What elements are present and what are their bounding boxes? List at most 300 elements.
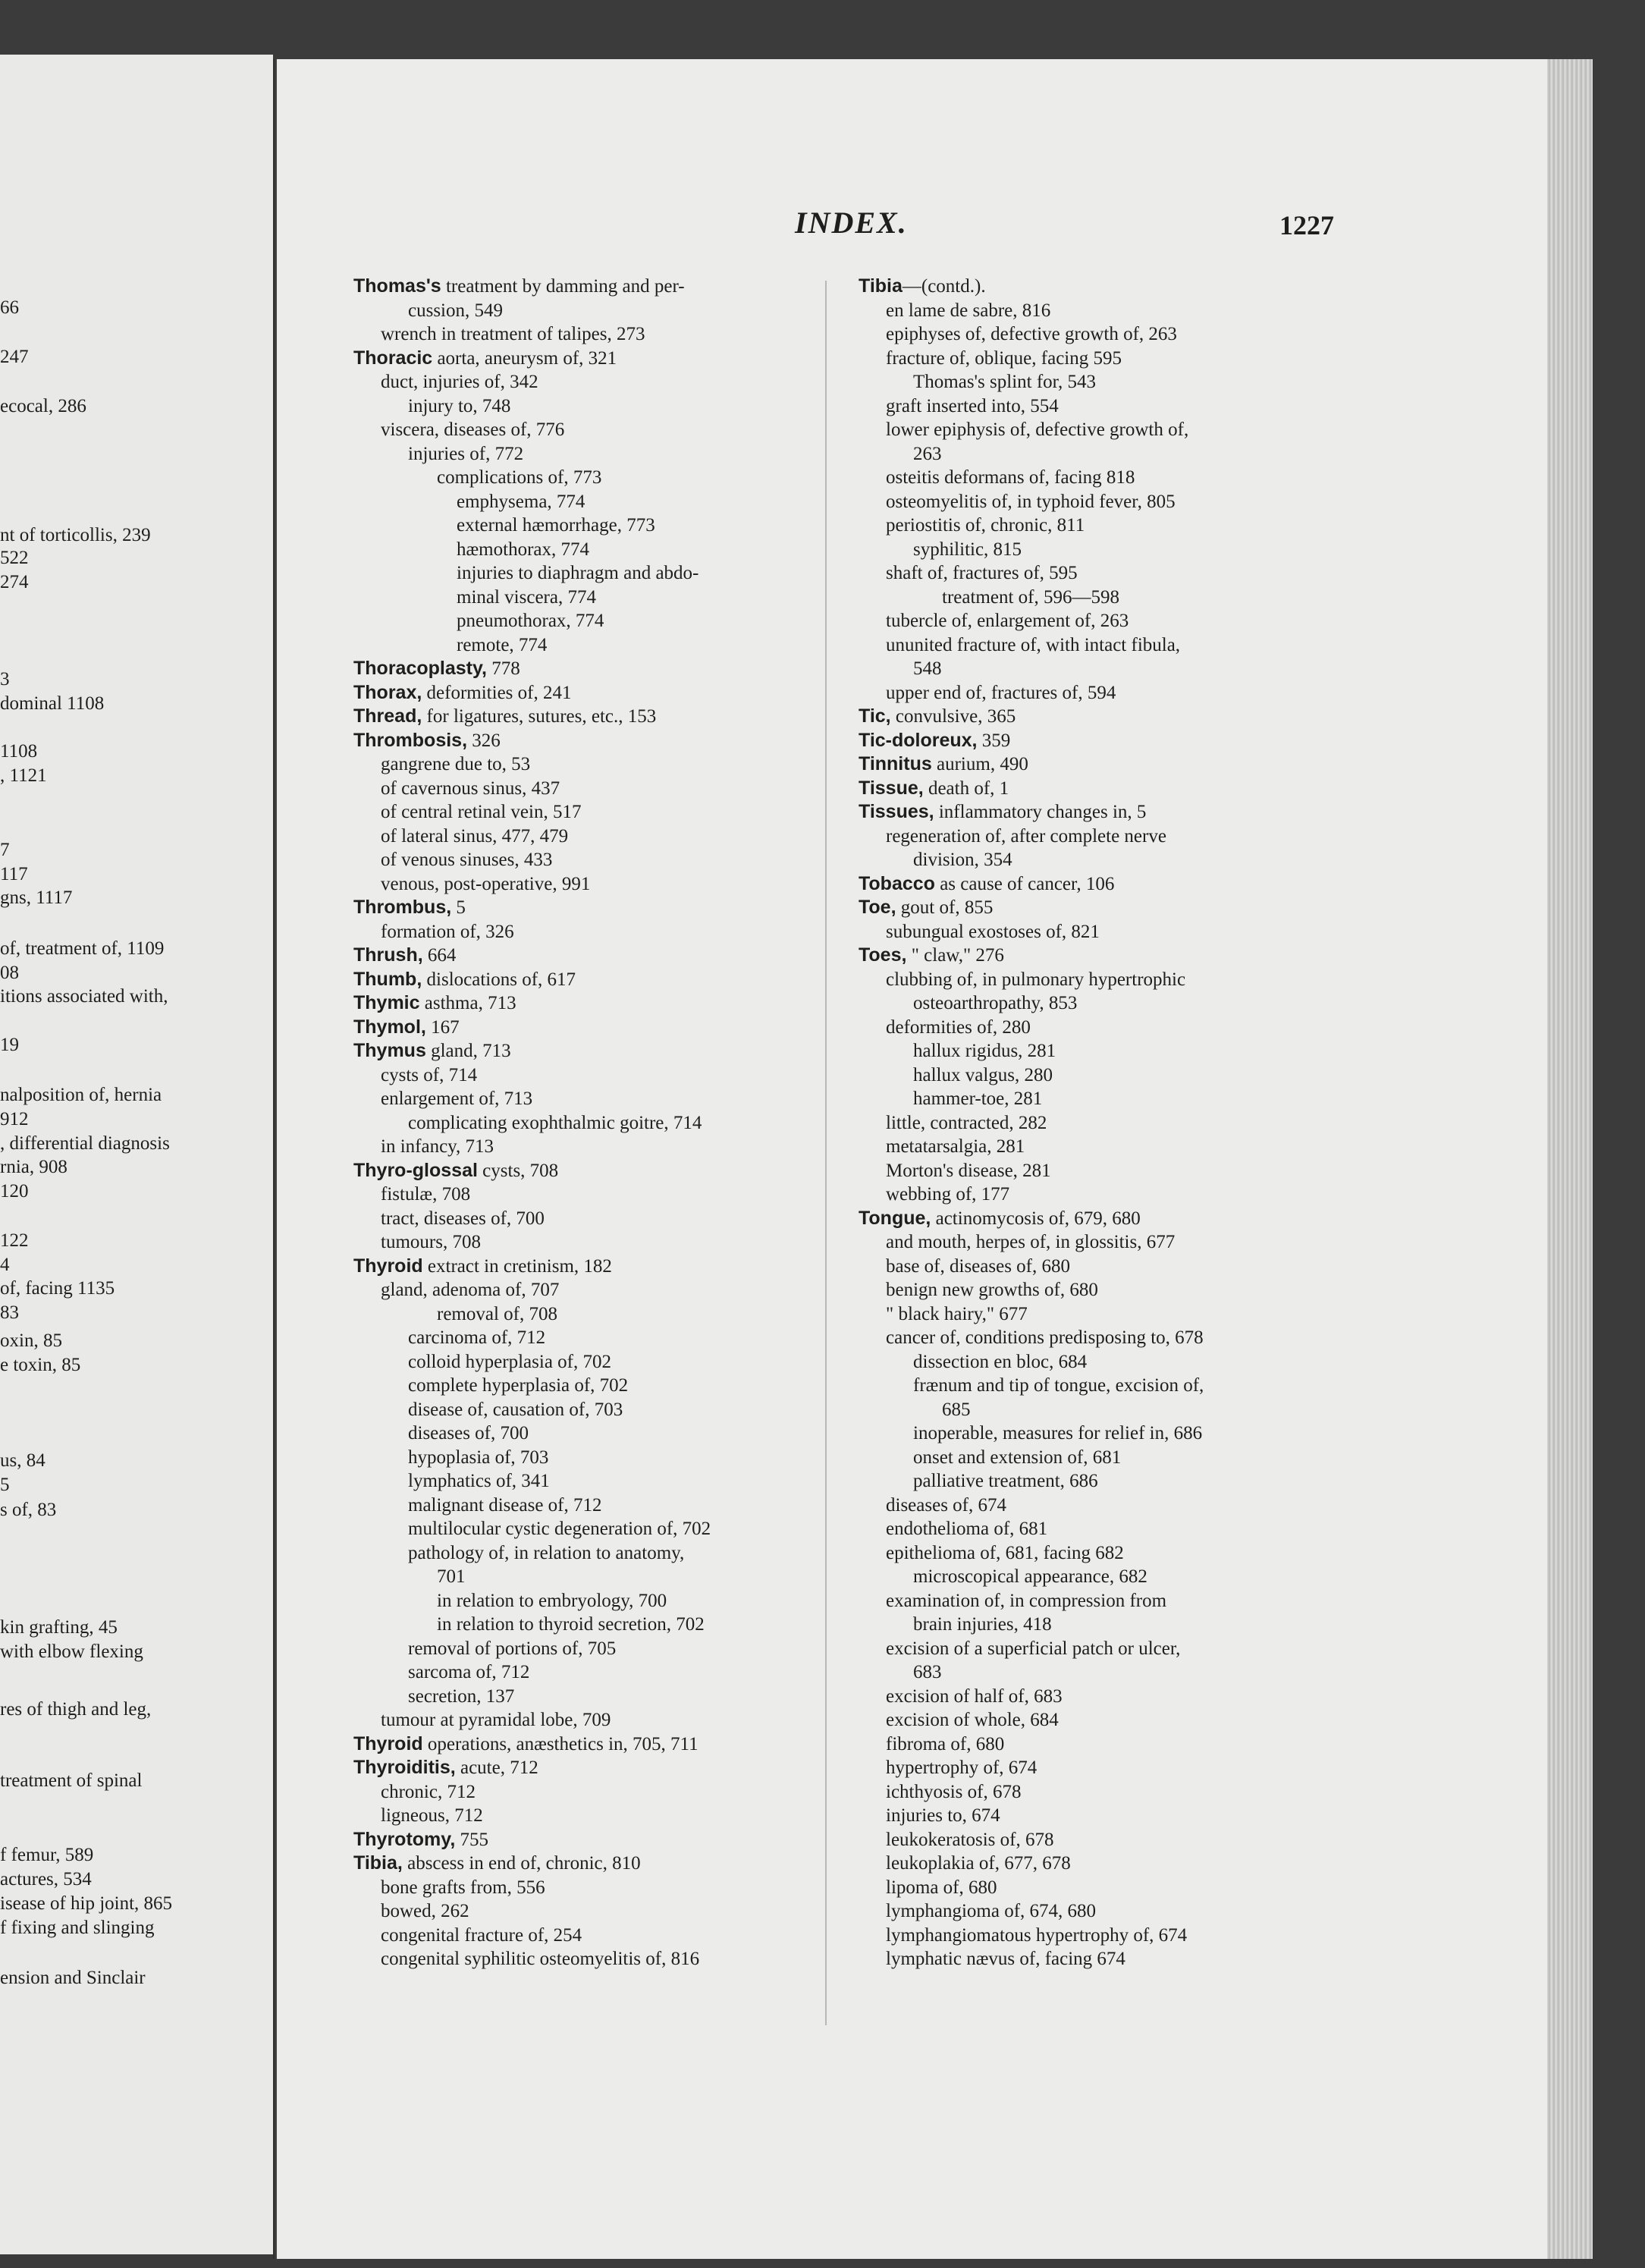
index-subentry: [859, 347, 1336, 371]
previous-page-line: oxin, 85: [0, 1330, 62, 1351]
index-entry-text: of lateral sinus, 477, 479: [381, 825, 569, 847]
index-entry-text: 755: [455, 1829, 489, 1850]
index-subentry: [353, 299, 824, 323]
previous-page-line: 5: [0, 1475, 10, 1495]
previous-page-line: 274: [0, 572, 29, 592]
index-headword: Thread,: [353, 705, 422, 727]
index-entry-text: aorta, aneurysm of, 321: [432, 347, 617, 369]
previous-page-line: 19: [0, 1035, 19, 1055]
index-subentry: [859, 561, 1336, 586]
index-subentry: [859, 1876, 1336, 1900]
index-subentry: [353, 1326, 824, 1350]
index-entry-text: leukokeratosis of, 678: [886, 1829, 1054, 1850]
index-subentry: [353, 1087, 824, 1111]
index-subentry: [859, 1087, 1336, 1111]
index-entry-text: subungual exostoses of, 821: [886, 921, 1100, 942]
index-entry-text: Morton's disease, 281: [886, 1160, 1051, 1181]
index-entry-text: deformities of, 241: [422, 682, 572, 703]
index-heading-entry: [859, 705, 1336, 729]
index-subentry: [859, 1135, 1336, 1159]
index-headword: Thrombosis,: [353, 729, 468, 751]
index-subentry: [353, 586, 824, 610]
index-subentry: [353, 538, 824, 562]
index-entry-text: 664: [422, 945, 457, 966]
index-entry-text: gangrene due to, 53: [381, 754, 531, 774]
index-headword: Thoracic: [353, 347, 433, 369]
index-entry-text: external hæmorrhage, 773: [457, 515, 655, 536]
index-headword: Thymus: [353, 1040, 426, 1061]
index-entry-text: as cause of cancer, 106: [934, 873, 1115, 894]
index-entry-text: 778: [486, 658, 520, 679]
index-entry-text: tumours, 708: [381, 1232, 481, 1252]
index-entry-text: ununited fracture of, with intact fibula,: [886, 634, 1181, 655]
index-entry-text: treatment of, 596—598: [942, 586, 1119, 608]
index-entry-text: asthma, 713: [419, 993, 516, 1013]
index-entry-text: convulsive, 365: [890, 706, 1016, 727]
index-entry-text: disease of, causation of, 703: [408, 1399, 623, 1420]
index-subentry: [859, 1613, 1336, 1637]
page-number: 1227: [1279, 210, 1334, 240]
index-entry-text: remote, 774: [457, 634, 548, 655]
index-subentry: [859, 1756, 1336, 1780]
previous-page-line: 4: [0, 1255, 10, 1275]
index-entry-text: in relation to embryology, 700: [437, 1590, 667, 1611]
index-subentry: [859, 1469, 1336, 1494]
previous-page-line: e toxin, 85: [0, 1355, 81, 1375]
index-entry-text: duct, injuries of, 342: [381, 372, 538, 392]
index-entry-text: hammer-toe, 281: [913, 1088, 1043, 1109]
index-entry-text: acute, 712: [455, 1758, 538, 1778]
previous-page-line: nalposition of, hernia: [0, 1085, 162, 1105]
index-headword: Thyro-glossal: [353, 1159, 478, 1181]
index-entry-text: dissection en bloc, 684: [913, 1351, 1088, 1372]
index-subentry: [353, 825, 824, 849]
index-entry-text: emphysema, 774: [457, 491, 585, 512]
index-entry-text: excision of a superficial patch or ulcer,: [886, 1638, 1181, 1659]
index-entry-text: frænum and tip of tongue, excision of,: [913, 1375, 1204, 1396]
index-subentry: [353, 1302, 824, 1327]
index-entry-text: in infancy, 713: [381, 1136, 494, 1157]
index-entry-text: ichthyosis of, 678: [886, 1781, 1022, 1802]
index-subentry: [859, 1589, 1336, 1613]
index-entry-text: of central retinal vein, 517: [381, 802, 582, 822]
previous-page-line: , differential diagnosis: [0, 1133, 170, 1154]
index-entry-text: upper end of, fractures of, 594: [886, 682, 1116, 703]
previous-page-line: s of, 83: [0, 1500, 57, 1520]
index-entry-text: epithelioma of, 681, facing 682: [886, 1542, 1124, 1563]
index-subentry: [353, 609, 824, 633]
index-subentry: [859, 1111, 1336, 1136]
index-entry-text: regeneration of, after complete nerve: [886, 825, 1166, 847]
index-subentry: [353, 1421, 824, 1446]
index-heading-entry: [353, 275, 824, 299]
index-subentry: [859, 538, 1336, 562]
index-subentry: [859, 1828, 1336, 1852]
index-entry-text: dislocations of, 617: [422, 969, 576, 990]
index-entry-text: enlargement of, 713: [381, 1088, 533, 1109]
previous-page-line: 1108: [0, 741, 38, 762]
index-subentry: [859, 1924, 1336, 1948]
index-subentry: [859, 1398, 1336, 1422]
index-heading-entry: [353, 1756, 824, 1780]
index-subentry: [353, 1135, 824, 1159]
previous-page-line: 3: [0, 669, 10, 690]
index-subentry: [353, 1278, 824, 1302]
index-heading-entry: [353, 1039, 824, 1063]
index-entry-text: removal of portions of, 705: [408, 1638, 617, 1659]
index-subentry: [353, 752, 824, 777]
index-entry-text: in relation to thyroid secretion, 702: [437, 1614, 705, 1635]
index-heading-entry: [353, 657, 824, 681]
index-entry-text: lower epiphysis of, defective growth of,: [886, 419, 1189, 440]
previous-page-line: gns, 1117: [0, 887, 73, 908]
index-headword: Thyroid: [353, 1732, 423, 1754]
index-subentry: [353, 920, 824, 944]
index-subentry: [859, 1421, 1336, 1446]
index-entry-text: fibroma of, 680: [886, 1733, 1005, 1754]
index-entry-text: metatarsalgia, 281: [886, 1136, 1025, 1157]
index-headword: Thorax,: [353, 681, 422, 703]
index-headword: Thyroiditis,: [353, 1757, 456, 1778]
index-heading-entry: [353, 681, 824, 705]
index-entry-text: bowed, 262: [381, 1901, 469, 1921]
index-headword: Thymol,: [353, 1016, 426, 1038]
index-subentry: [353, 1517, 824, 1541]
index-heading-entry: [859, 1207, 1336, 1231]
previous-page-line: actures, 534: [0, 1869, 92, 1889]
index-subentry: [859, 1947, 1336, 1971]
running-header: INDEX.: [795, 206, 908, 240]
index-column-left: [353, 275, 824, 1971]
index-entry-text: of venous sinuses, 433: [381, 850, 553, 870]
previous-page-line: dominal 1108: [0, 693, 105, 714]
previous-page-line: 122: [0, 1230, 29, 1251]
index-entry-text: congenital fracture of, 254: [381, 1924, 582, 1946]
index-subentry: [859, 514, 1336, 538]
index-subentry: [859, 848, 1336, 872]
index-entry-text: periostitis of, chronic, 811: [886, 515, 1085, 536]
index-headword: Thrush,: [353, 944, 423, 966]
index-entry-text: hallux rigidus, 281: [913, 1041, 1056, 1061]
index-subentry: [353, 872, 824, 897]
index-headword: Tinnitus: [859, 753, 932, 774]
index-entry-text: injury to, 748: [408, 395, 511, 416]
index-subentry: [353, 1899, 824, 1924]
previous-page-line: , 1121: [0, 765, 47, 786]
index-subentry: [859, 920, 1336, 944]
index-subentry: [353, 1183, 824, 1207]
index-subentry: [353, 370, 824, 394]
previous-page-line: ension and Sinclair: [0, 1968, 146, 1988]
index-heading-entry: [859, 729, 1336, 753]
index-entry-text: carcinoma of, 712: [408, 1327, 546, 1348]
index-subentry: [859, 1660, 1336, 1685]
previous-page-line: with elbow flexing: [0, 1641, 143, 1662]
index-entry-text: 5: [451, 897, 466, 918]
index-entry-text: " claw," 276: [906, 945, 1004, 966]
index-entry-text: 326: [467, 730, 501, 751]
index-entry-text: congenital syphilitic osteomyelitis of, 816: [381, 1949, 700, 1969]
index-heading-entry: [353, 705, 824, 729]
index-subentry: [859, 681, 1336, 705]
previous-page-line: of, treatment of, 1109: [0, 938, 165, 959]
index-subentry: [859, 490, 1336, 514]
index-entry-text: fracture of, oblique, facing 595: [886, 347, 1122, 369]
index-subentry: [859, 299, 1336, 323]
index-headword: Tibia,: [353, 1852, 403, 1874]
index-entry-text: lymphangioma of, 674, 680: [886, 1901, 1097, 1921]
index-subentry: [353, 633, 824, 658]
index-subentry: [353, 1374, 824, 1398]
index-entry-text: clubbing of, in pulmonary hypertrophic: [886, 969, 1186, 990]
index-subentry: [859, 1852, 1336, 1876]
index-entry-text: viscera, diseases of, 776: [381, 419, 565, 440]
index-heading-entry: [353, 347, 824, 371]
column-divider: [825, 281, 827, 2025]
index-subentry: [353, 418, 824, 442]
index-subentry: [859, 1637, 1336, 1661]
index-entry-text: benign new growths of, 680: [886, 1280, 1098, 1300]
index-entry-text: inflammatory changes in, 5: [934, 802, 1147, 822]
index-entry-text: gland, 713: [425, 1041, 511, 1061]
index-subentry: [859, 1732, 1336, 1757]
index-heading-entry: [353, 1255, 824, 1279]
index-entry-text: chronic, 712: [381, 1781, 476, 1802]
index-heading-entry: [353, 1159, 824, 1183]
index-entry-text: deformities of, 280: [886, 1016, 1031, 1038]
index-entry-text: 685: [942, 1399, 971, 1420]
index-heading-entry: [859, 777, 1336, 801]
index-subentry: [859, 1541, 1336, 1566]
index-subentry: [859, 466, 1336, 490]
index-entry-text: 167: [425, 1016, 460, 1038]
index-subentry: [859, 1446, 1336, 1470]
index-subentry: [859, 418, 1336, 442]
index-subentry: [353, 1494, 824, 1518]
previous-page-line: of, facing 1135: [0, 1278, 115, 1299]
index-subentry: [859, 1804, 1336, 1828]
index-entry-text: hypoplasia of, 703: [408, 1447, 549, 1468]
index-subentry: [353, 1565, 824, 1589]
index-headword: Toe,: [859, 897, 896, 918]
index-subentry: [353, 800, 824, 825]
index-subentry: [859, 657, 1336, 681]
index-entry-text: aurium, 490: [931, 754, 1028, 774]
index-entry-text: examination of, in compression from: [886, 1590, 1167, 1611]
index-entry-text: epiphyses of, defective growth of, 263: [886, 324, 1177, 344]
index-entry-text: diseases of, 674: [886, 1494, 1006, 1516]
index-subentry: [353, 1613, 824, 1637]
index-entry-text: venous, post-operative, 991: [381, 873, 591, 894]
previous-page-line: 247: [0, 347, 29, 367]
index-entry-text: tubercle of, enlargement of, 263: [886, 611, 1129, 631]
previous-page-line: nt of torticollis, 239: [0, 525, 151, 545]
index-entry-text: injuries to diaphragm and abdo-: [457, 563, 699, 583]
index-subentry: [353, 1589, 824, 1613]
index-subentry: [353, 777, 824, 801]
index-entry-text: 263: [913, 443, 942, 464]
index-headword: Tobacco: [859, 872, 935, 894]
index-entry-text: tract, diseases of, 700: [381, 1208, 545, 1229]
index-entry-text: 701: [437, 1566, 466, 1587]
index-entry-text: lymphatics of, 341: [408, 1471, 550, 1491]
index-entry-text: inoperable, measures for relief in, 686: [913, 1423, 1203, 1443]
index-subentry: [353, 1685, 824, 1709]
index-headword: Thomas's: [353, 275, 441, 297]
index-entry-text: excision of whole, 684: [886, 1710, 1059, 1730]
previous-page-line: 83: [0, 1302, 19, 1323]
index-entry-text: hypertrophy of, 674: [886, 1758, 1038, 1778]
index-heading-entry: [353, 729, 824, 753]
index-subentry: [353, 1541, 824, 1566]
index-heading-entry: [353, 944, 824, 968]
index-heading-entry: [859, 800, 1336, 825]
index-entry-text: webbing of, 177: [886, 1184, 1010, 1205]
index-entry-text: en lame de sabre, 816: [886, 300, 1051, 321]
index-subentry: [353, 394, 824, 419]
index-headword: Tongue,: [859, 1207, 931, 1229]
index-headword: Thoracoplasty,: [353, 658, 487, 679]
index-entry-text: gland, adenoma of, 707: [381, 1280, 560, 1300]
index-subentry: [859, 1780, 1336, 1805]
index-subentry: [353, 1637, 824, 1661]
index-entry-text: cussion, 549: [408, 300, 503, 321]
index-heading-entry: [353, 991, 824, 1016]
index-subentry: [859, 1302, 1336, 1327]
index-entry-text: actinomycosis of, 679, 680: [931, 1208, 1141, 1229]
index-entry-text: syphilitic, 815: [913, 539, 1022, 560]
index-headword: Thymic: [353, 992, 420, 1013]
previous-page-line: 08: [0, 963, 19, 983]
index-subentry: [353, 514, 824, 538]
previous-page-line: 522: [0, 548, 29, 568]
previous-page-line: rnia, 908: [0, 1157, 67, 1177]
index-entry-text: removal of, 708: [437, 1303, 557, 1324]
index-entry-text: for ligatures, sutures, etc., 153: [422, 706, 657, 727]
index-subentry: [859, 1374, 1336, 1398]
index-heading-entry: [353, 1852, 824, 1876]
index-entry-text: formation of, 326: [381, 921, 514, 942]
index-heading-entry: [859, 872, 1336, 897]
index-entry-text: 683: [913, 1662, 942, 1682]
previous-page-line: itions associated with,: [0, 986, 168, 1007]
index-subentry: [353, 322, 824, 347]
index-subentry: [353, 1230, 824, 1255]
index-subentry: [353, 1876, 824, 1900]
previous-page: [0, 55, 273, 2254]
index-entry-text: injuries of, 772: [408, 443, 524, 464]
previous-page-line: res of thigh and leg,: [0, 1699, 152, 1720]
index-entry-text: ligneous, 712: [381, 1805, 483, 1826]
index-entry-text: multilocular cystic degeneration of, 702: [408, 1519, 711, 1539]
index-subentry: [353, 1446, 824, 1470]
index-subentry: [353, 1469, 824, 1494]
index-entry-text: sarcoma of, 712: [408, 1662, 530, 1682]
index-headword: Thyroid: [353, 1255, 423, 1277]
index-entry-text: palliative treatment, 686: [913, 1471, 1098, 1491]
index-subentry: [859, 1899, 1336, 1924]
previous-page-line: 66: [0, 297, 19, 318]
previous-page-line: us, 84: [0, 1450, 46, 1471]
index-entry-text: extract in cretinism, 182: [422, 1255, 612, 1277]
index-entry-text: graft inserted into, 554: [886, 395, 1059, 416]
index-subentry: [859, 1517, 1336, 1541]
index-entry-text: Thomas's splint for, 543: [913, 372, 1096, 392]
index-headword: Tissue,: [859, 777, 924, 799]
index-entry-text: treatment by damming and per-: [441, 276, 685, 297]
index-entry-text: microscopical appearance, 682: [913, 1566, 1147, 1587]
index-subentry: [859, 322, 1336, 347]
index-column-right: [859, 275, 1336, 1971]
index-entry-text: cysts, 708: [477, 1160, 559, 1181]
index-heading-entry: [353, 1828, 824, 1852]
index-entry-text: of cavernous sinus, 437: [381, 777, 560, 799]
index-heading-entry: [859, 896, 1336, 920]
index-entry-text: —(contd.).: [902, 276, 986, 297]
index-entry-text: abscess in end of, chronic, 810: [402, 1853, 641, 1874]
index-entry-text: pathology of, in relation to anatomy,: [408, 1542, 685, 1563]
index-heading-entry: [353, 1016, 824, 1040]
index-entry-text: tumour at pyramidal lobe, 709: [381, 1710, 611, 1730]
index-heading-entry: [859, 752, 1336, 777]
index-entry-text: onset and extension of, 681: [913, 1447, 1122, 1468]
index-entry-text: pneumothorax, 774: [457, 611, 604, 631]
index-entry-text: osteomyelitis of, in typhoid fever, 805: [886, 491, 1176, 512]
index-subentry: [353, 490, 824, 514]
previous-page-line: 912: [0, 1109, 29, 1129]
index-entry-text: diseases of, 700: [408, 1423, 529, 1443]
previous-page-line: f femur, 589: [0, 1845, 94, 1865]
index-subentry: [353, 1780, 824, 1805]
index-subentry: [859, 825, 1336, 849]
index-entry-text: hallux valgus, 280: [913, 1064, 1053, 1085]
index-entry-text: " black hairy," 677: [886, 1303, 1028, 1324]
index-subentry: [859, 442, 1336, 466]
index-subentry: [859, 1159, 1336, 1183]
index-subentry: [859, 1565, 1336, 1589]
index-subentry: [859, 1708, 1336, 1732]
index-entry-text: osteoarthropathy, 853: [913, 993, 1078, 1013]
index-subentry: [353, 1804, 824, 1828]
index-subentry: [859, 991, 1336, 1016]
index-headword: Thrombus,: [353, 897, 452, 918]
index-subentry: [353, 1708, 824, 1732]
index-subentry: [353, 1350, 824, 1374]
index-subentry: [353, 1063, 824, 1088]
index-entry-text: and mouth, herpes of, in glossitis, 677: [886, 1232, 1176, 1252]
previous-page-line: ecocal, 286: [0, 396, 86, 416]
index-subentry: [353, 1924, 824, 1948]
index-subentry: [859, 1063, 1336, 1088]
index-entry-text: bone grafts from, 556: [381, 1877, 545, 1898]
index-subentry: [353, 848, 824, 872]
index-entry-text: lymphatic nævus of, facing 674: [886, 1949, 1125, 1969]
index-subentry: [859, 1326, 1336, 1350]
index-headword: Tic-doloreux,: [859, 729, 978, 751]
index-subentry: [859, 394, 1336, 419]
index-entry-text: colloid hyperplasia of, 702: [408, 1351, 611, 1372]
index-entry-text: endothelioma of, 681: [886, 1519, 1048, 1539]
index-subentry: [353, 1207, 824, 1231]
index-subentry: [859, 1230, 1336, 1255]
previous-page-line: 7: [0, 840, 10, 860]
index-subentry: [859, 370, 1336, 394]
index-subentry: [353, 1947, 824, 1971]
index-entry-text: operations, anæsthetics in, 705, 711: [422, 1733, 698, 1754]
index-entry-text: injuries to, 674: [886, 1805, 1000, 1826]
index-entry-text: gout of, 855: [896, 897, 994, 918]
previous-page-line: treatment of spinal: [0, 1770, 143, 1791]
